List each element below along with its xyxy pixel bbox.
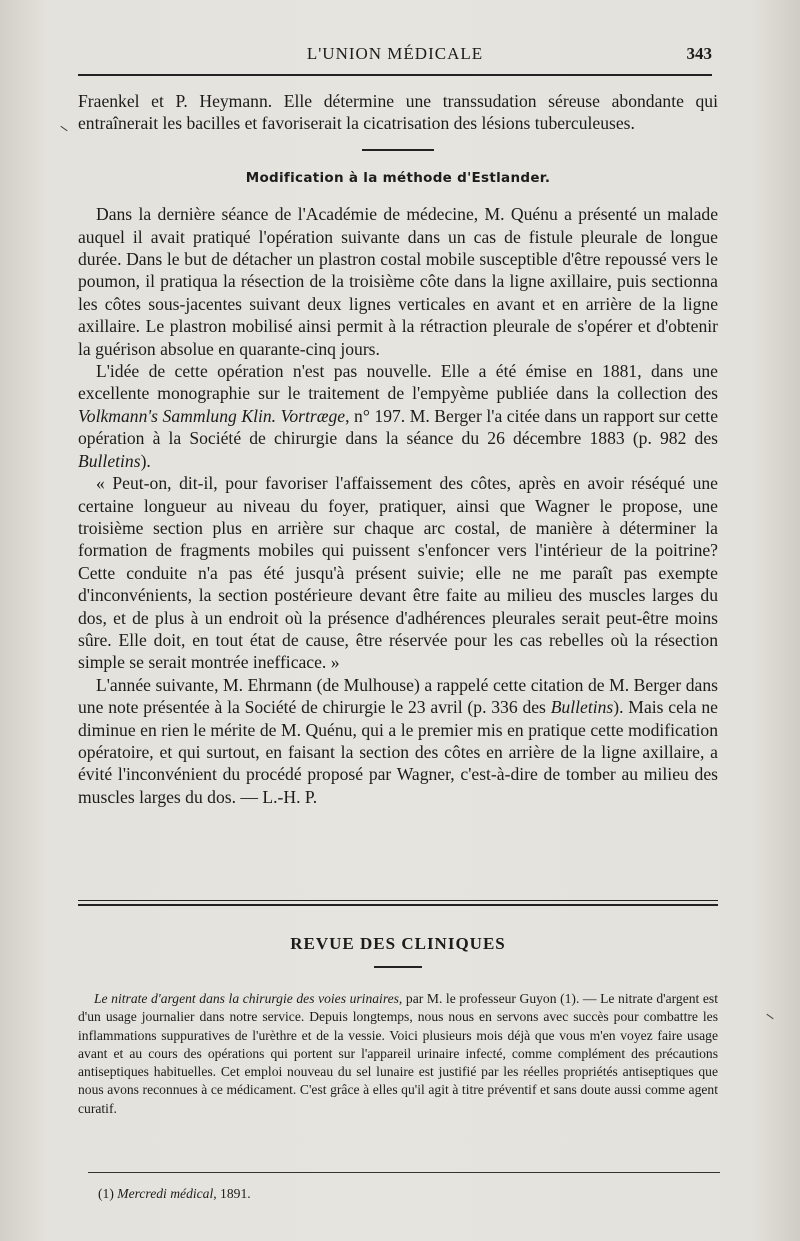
section-title: REVUE DES CLINIQUES [290,934,506,953]
para4-text-a: L'année suivante, M. Ehrmann (de Mulhouse) a rappelé cette citation de M. Berger dans une note présentée à la Société de chirurgie le 23 avril (p. 336 des [78,674,718,718]
scan-speck [766,1014,773,1019]
para4-text-b: ). Mais cela ne diminue en rien le mérite de M. Quénu, qui a le premier mis en pratique cette modification opératoire, et qui surtout, en faisant la section des côtes en arrière de la ligne axillaire, a évité l'inconvénient du procédé proposé par Wagner, c'est-à-dire de tomber au milieu des muscles larges du dos. — L.-H. P. [78,697,718,807]
para2-bulletins: Bulletins [78,450,141,471]
article-quote-paragraph: « Peut-on, dit-il, pour favoriser l'affaissement des côtes, après en avoir réséqué une certaine longueur au niveau du foyer, pratiquer, ainsi que Wagner le propose, une troisième section plus en arrière sur chaque arc costal, de manière à déterminer la formation de fragments mobiles qui puissent s'enfoncer vers l'intérieur de la poitrine? Cette conduite n'a pas été jusqu'à présent suivie; elle ne me paraît pas exempte d'inconvénients, la section postérieure devant être faite au milieu des muscles larges du dos, et de plus à un endroit où la présence d'adhérences pleurales serait peut-être moins sûre. Elle doit, en tout état de cause, être réservée pour les cas rebelles où la résection simple se serait montrée inefficace. » [78,473,718,673]
footnote-year: , 1891. [213,1186,251,1201]
article-subheading: Modification à la méthode d'Estlander. [245,169,551,186]
clinics-column [78,990,718,1118]
double-rule-top [78,900,718,901]
section-title-rule [374,966,422,968]
para4-bulletins: Bulletins [550,697,614,718]
separator-rule [362,149,434,151]
running-header [78,44,712,70]
clinics-body: par M. le professeur Guyon (1). — Le nitrate d'argent est d'un usage journalier dans notre service. Depuis longtemps, nous nous en servons avec succès pour combattre les inflammations suppuratives de l'urèthre et de la vessie. Voici plusieurs mois déjà que vous m'en voyez faire usage avant et au cours des opérations qui portent sur l'appareil urinaire infecté, comme complément des précautions antiseptiques habituelles. Cet emploi nouveau du sel lunaire est justifié par les réelles propriétés antiseptiques que nous avons reconnues à ce médicament. C'est grâce à elles qu'il agit à titre préventif et sans doute aussi comme agent curatif. [78,991,718,1116]
footnote [98,1186,251,1202]
footnote-rule [88,1172,720,1173]
article-paragraph-4 [78,674,718,808]
double-rule-bottom [78,904,718,906]
scan-speck [60,126,67,131]
intro-paragraph: Fraenkel et P. Heymann. Elle détermine une transsudation séreuse abondante qui entraînerait les bacilles et favoriserait la cicatrisation des lésions tuberculeuses. [78,91,718,134]
para2-text-b: , n° 197. M. Berger l'a citée dans un rapport sur cette opération à la Société de chirurgie dans la séance du 26 décembre 1883 (p. 982 des [78,405,719,449]
para2-citation: Volkmann's Sammlung Klin. Vortræge [78,405,346,426]
para2-text-c: ). [140,450,151,471]
article-paragraph-2 [78,360,718,472]
clinics-lead-title: Le nitrate d'argent dans la chirurgie des voies urinaires, [94,991,403,1006]
footnote-source: Mercredi médical [117,1186,214,1201]
header-rule [78,74,712,76]
para2-text-a: L'idée de cette opération n'est pas nouvelle. Elle a été émise en 1881, dans une excellente monographie sur le traitement de l'empyème publiée dans la collection des [78,361,718,404]
section-double-rule [78,900,718,906]
footnote-marker: (1) [98,1186,118,1201]
article-paragraph-1: Dans la dernière séance de l'Académie de médecine, M. Quénu a présenté un malade auquel il avait pratiqué l'opération suivante dans un cas de fistule pleurale de longue durée. Dans le but de détacher un plastron costal mobile susceptible d'être repoussé vers le poumon, il pratiqua la résection de la troisième côte dans la ligne axillaire, puis sectionna les côtes sous-jacentes suivant deux lignes verticales en avant et en arrière de la ligne axillaire. Le plastron mobilisé ainsi permit à la rétraction pleurale de s'opérer et d'obtenir la guérison absolue en quarante-cinq jours. [78,204,718,359]
running-title: L'UNION MÉDICALE [306,44,484,63]
clinics-paragraph [78,990,718,1118]
main-column [78,90,718,808]
page-number: 343 [686,44,712,63]
